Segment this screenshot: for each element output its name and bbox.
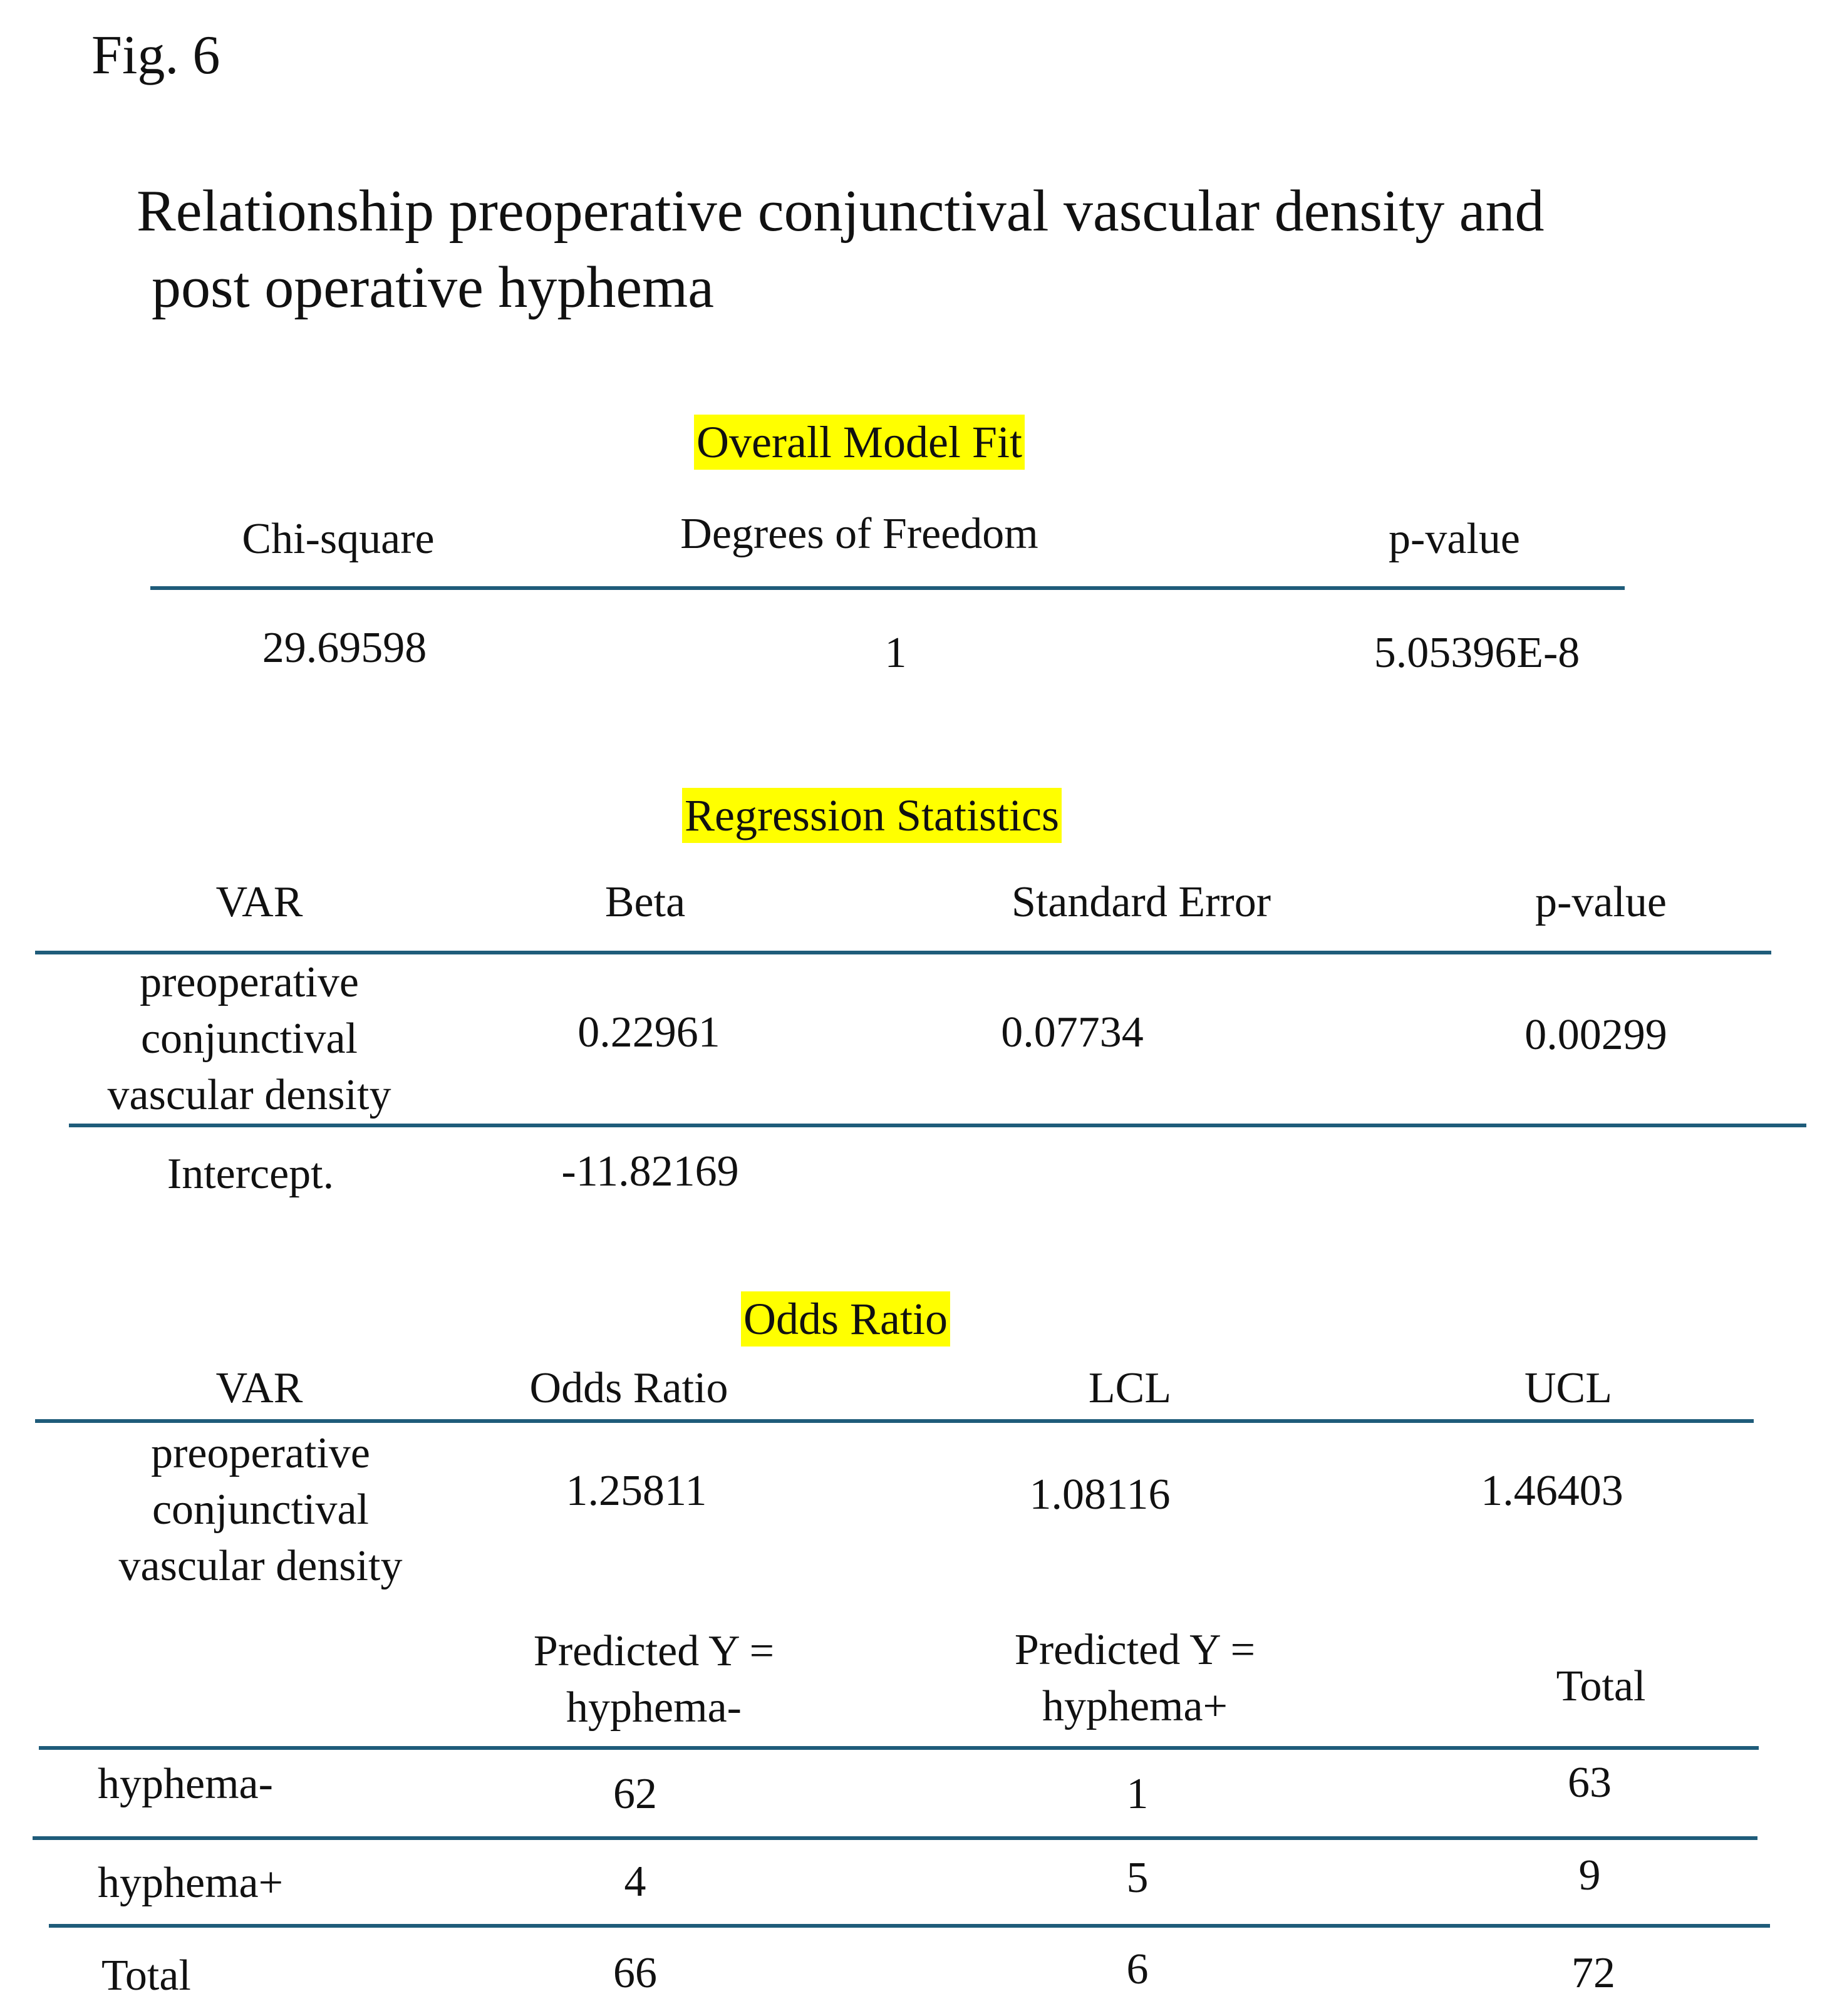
cell-hyphema-positive-pred-positive: 5 bbox=[1126, 1854, 1149, 1902]
page-title bbox=[137, 173, 1740, 326]
table-rule bbox=[33, 1836, 1757, 1840]
table-rule bbox=[69, 1124, 1806, 1127]
row-label-hyphema-negative: hyphema- bbox=[98, 1760, 273, 1808]
var-preoperative-conjunctival-vascular-density: preoperative conjunctival vascular density bbox=[107, 958, 391, 1119]
cell-hyphema-negative-total: 63 bbox=[1568, 1759, 1612, 1807]
cell-hyphema-negative-pred-negative: 62 bbox=[613, 1770, 657, 1818]
table-rule bbox=[150, 586, 1625, 590]
value-p-value: 0.00299 bbox=[1524, 1011, 1667, 1059]
table-rule bbox=[39, 1746, 1759, 1750]
section-title-regression: Regression Statistics bbox=[682, 788, 1062, 843]
header-ucl: UCL bbox=[1524, 1364, 1612, 1412]
value-chi-square: 29.69598 bbox=[262, 624, 427, 672]
header-chi-square: Chi-square bbox=[242, 515, 435, 563]
value-standard-error: 0.07734 bbox=[1001, 1008, 1144, 1057]
value-odds-ratio: 1.25811 bbox=[566, 1467, 707, 1515]
row-label-total: Total bbox=[101, 1951, 191, 2000]
header-beta: Beta bbox=[604, 878, 686, 926]
figure-label: Fig. 6 bbox=[91, 25, 220, 86]
value-ucl: 1.46403 bbox=[1481, 1467, 1623, 1515]
header-var: VAR bbox=[215, 1364, 303, 1412]
cell-total-pred-negative: 66 bbox=[613, 1949, 657, 1997]
row-label-hyphema-positive: hyphema+ bbox=[98, 1859, 284, 1907]
title-line-1: Relationship preoperative conjunctival vascular density and bbox=[137, 178, 1545, 244]
cell-total-total: 72 bbox=[1571, 1949, 1615, 1997]
cell-hyphema-positive-total: 9 bbox=[1578, 1851, 1601, 1900]
header-total: Total bbox=[1556, 1662, 1646, 1710]
table-rule bbox=[49, 1924, 1770, 1928]
header-lcl: LCL bbox=[1088, 1364, 1172, 1412]
intercept-label: Intercept. bbox=[167, 1150, 334, 1198]
header-predicted-hyphema-negative: Predicted Y = hyphema- bbox=[533, 1627, 775, 1732]
value-lcl: 1.08116 bbox=[1029, 1471, 1171, 1519]
title-line-2: post operative hyphema bbox=[152, 255, 714, 320]
table-rule bbox=[35, 1419, 1754, 1423]
intercept-beta: -11.82169 bbox=[561, 1147, 739, 1196]
cell-total-pred-positive: 6 bbox=[1126, 1945, 1149, 1993]
cell-hyphema-negative-pred-positive: 1 bbox=[1126, 1770, 1149, 1818]
header-var: VAR bbox=[215, 878, 303, 926]
value-degrees-of-freedom: 1 bbox=[884, 629, 907, 677]
header-p-value: p-value bbox=[1535, 878, 1667, 926]
header-odds-ratio: Odds Ratio bbox=[529, 1364, 728, 1412]
header-predicted-hyphema-positive: Predicted Y = hyphema+ bbox=[1014, 1626, 1256, 1730]
header-degrees-of-freedom: Degrees of Freedom bbox=[680, 510, 1038, 558]
value-beta: 0.22961 bbox=[577, 1008, 720, 1057]
section-title-model-fit: Overall Model Fit bbox=[694, 415, 1025, 470]
header-standard-error: Standard Error bbox=[1011, 878, 1271, 926]
value-p-value: 5.05396E-8 bbox=[1374, 629, 1580, 677]
cell-hyphema-positive-pred-negative: 4 bbox=[624, 1858, 646, 1906]
section-title-odds-ratio: Odds Ratio bbox=[741, 1291, 950, 1347]
var-preoperative-conjunctival-vascular-density: preoperative conjunctival vascular density bbox=[118, 1429, 403, 1590]
header-p-value: p-value bbox=[1389, 515, 1520, 563]
